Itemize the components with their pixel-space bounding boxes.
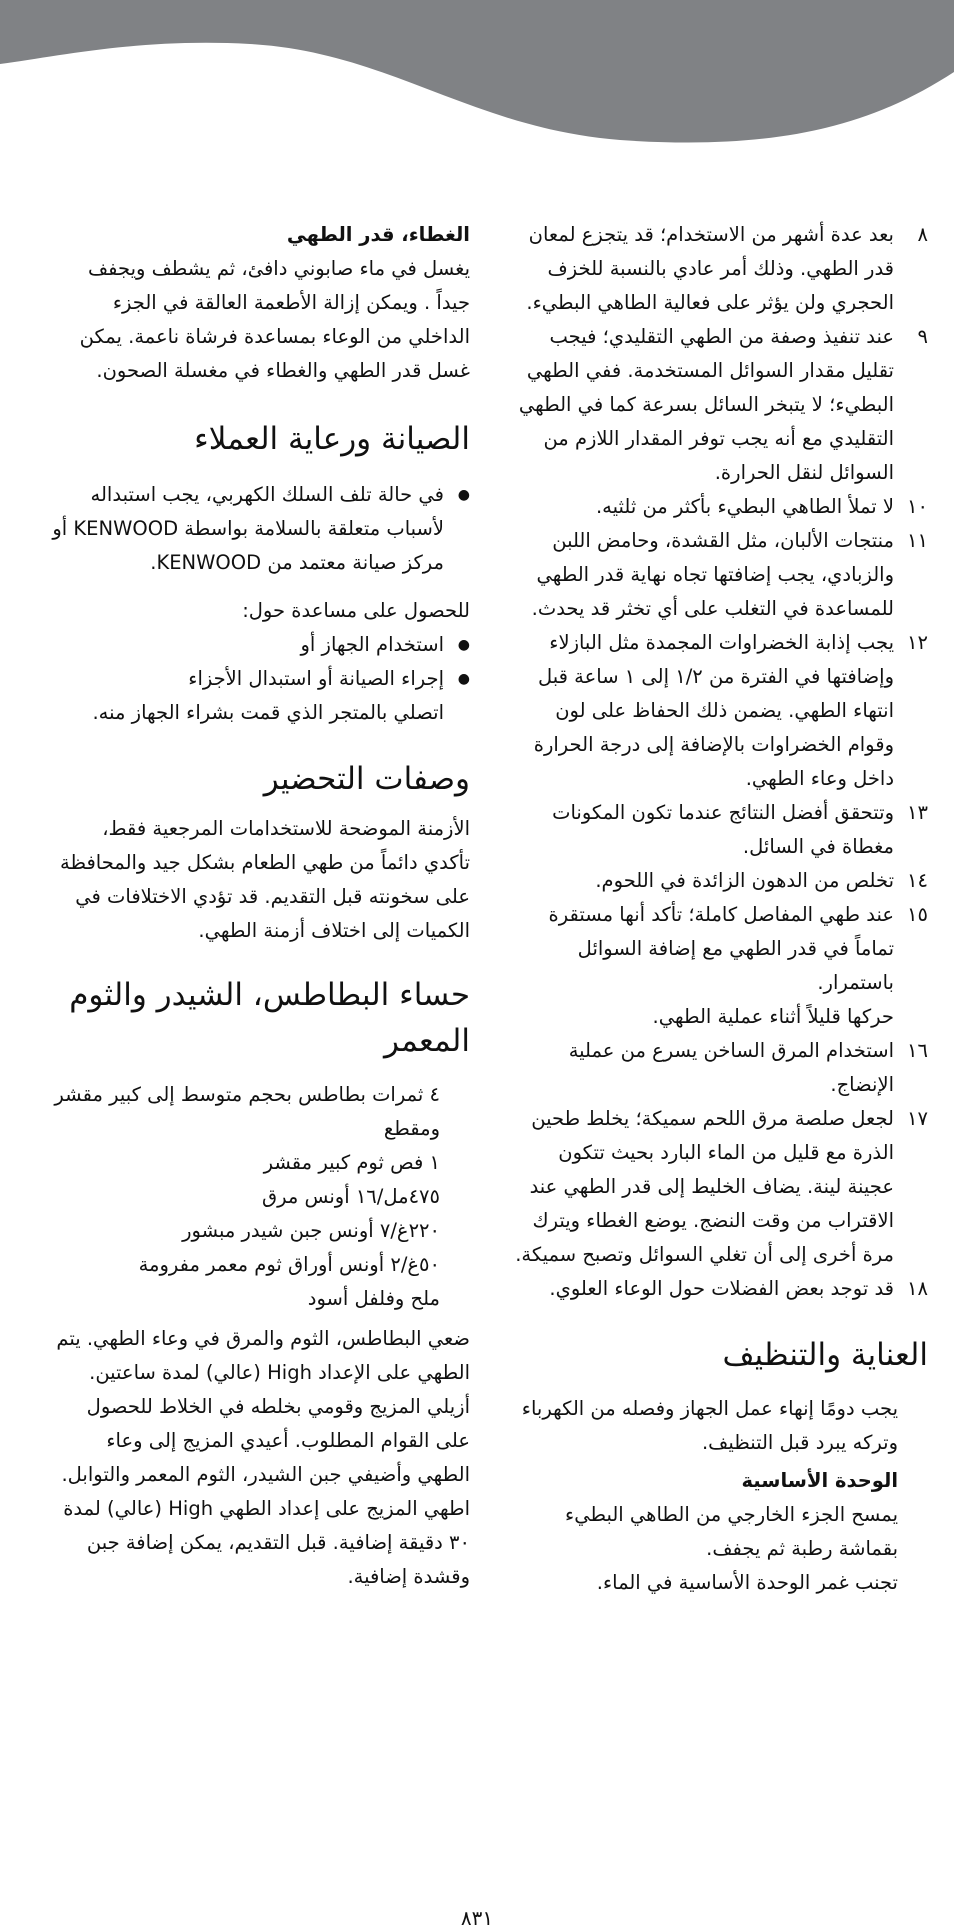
list-item: ٤٧٥مل/١٦ أونس مرق xyxy=(261,1185,440,1208)
lid-heading: الغطاء، قدر الطهي xyxy=(286,223,470,246)
list-item: ١٤ تخلص من الدهون الزائدة في اللحوم. xyxy=(595,869,928,892)
list-item: ● في حالة تلف السلك الكهربي، يجب استبداله لأسباب متعلقة بالسلامة بواسطة KENWOOD أو مركز صيانة معتمد من KENWOOD. xyxy=(50,478,470,580)
list-item: ١٦ استخدام المرق الساخن يسرع من عملية الإنضاج. xyxy=(568,1039,928,1096)
list-item: ١٨ قد توجد بعض الفضلات حول الوعاء العلوي. xyxy=(549,1277,928,1300)
recipes-intro: الأزمنة الموضحة للاستخدامات المرجعية فقط، تأكدي دائماً من طهي الطعام بشكل جيد والمحافظة على سخونته قبل التقديم. قد تؤدي الاختلافات في الكميات إلى اختلاف أزمنة الطهي. xyxy=(60,817,470,942)
header-wave-shape xyxy=(0,0,954,143)
right-column xyxy=(508,218,928,1600)
header-wave-banner xyxy=(0,0,954,160)
left-column xyxy=(50,218,470,1594)
list-item: ١٣ وتتحقق أفضل النتائج عندما تكون المكونات مغطاة في السائل. xyxy=(552,801,928,858)
service-heading: الصيانة ورعاية العملاء xyxy=(194,421,470,457)
help-intro: للحصول على مساعدة حول: xyxy=(242,599,470,622)
recipe-method: ضعي البطاطس، الثوم والمرق في وعاء الطهي. يتم الطهي على الإعداد High (عالي) لمدة ساعتين. أزيلي المزيج وقومي بخلطه في الخلاط للحصول على القوام المطلوب. أعيدي المزيج إلى وعاء الطهي وأضيفي جبن الشيدر، الثوم المعمر والتوابل. اطهي المزيج على إعداد الطهي High (عالي) لمدة ٣٠ دقيقة إضافية. قبل التقديم، يمكن إضافة جبن وقشدة إضافية. xyxy=(56,1327,470,1588)
lid-text: يغسل في ماء صابوني دافئ، ثم يشطف ويجفف جيداً . ويمكن إزالة الأطعمة العالقة في الجزء الداخلي من الوعاء بمساعدة فرشاة ناعمة. يمكن غسل قدر الطهي والغطاء في مغسلة الصحون. xyxy=(79,257,470,382)
list-item: ٨ بعد عدة أشهر من الاستخدام؛ قد يتجزع لمعان قدر الطهي. وذلك أمر عادي بالنسبة للخزف الحجري ولن يؤثر على فعالية الطاهي البطيء. xyxy=(526,223,928,314)
list-item: ١١ منتجات الألبان، مثل القشدة، وحامض اللبن والزبادي، يجب إضافتها تجاه نهاية قدر الطهي للمساعدة في التغلب على أي تخثر قد يحدث. xyxy=(531,529,928,620)
base-unit-heading: الوحدة الأساسية xyxy=(741,1469,898,1492)
help-list xyxy=(50,628,470,696)
list-item: ١٢ يجب إذابة الخضراوات المجمدة مثل البازلاء وإضافتها في الفترة من ١/٢ إلى ١ ساعة قبل انتهاء الطهي. يضمن ذلك الحفاظ على لون وقوام الخضراوات بالإضافة إلى درجة الحرارة داخل وعاء الطهي. xyxy=(533,631,928,790)
list-item: ● استخدام الجهاز أو xyxy=(50,628,470,662)
list-item: ١٠ لا تملأ الطاهي البطيء بأكثر من ثلثيه. xyxy=(595,495,928,518)
page-number: ٨٣١ xyxy=(460,1906,494,1930)
tips-list xyxy=(508,218,928,1306)
ingredients-list xyxy=(50,1078,470,1316)
recipes-heading: وصفات التحضير xyxy=(263,761,470,797)
list-item: ٤ ثمرات بطاطس بحجم متوسط إلى كبير مقشر ومقطع xyxy=(54,1083,440,1140)
care-heading: العناية والتنظيف xyxy=(722,1337,928,1373)
care-intro: يجب دومًا إنهاء عمل الجهاز وفصله من الكهرباء وتركه يبرد قبل التنظيف. xyxy=(521,1397,898,1454)
recipe-title: حساء البطاطس، الشيدر والثوم المعمر xyxy=(69,977,470,1059)
service-list xyxy=(50,478,470,580)
list-item: ملح وفلفل أسود xyxy=(307,1287,440,1310)
list-item: ● إجراء الصيانة أو استبدال الأجزاء xyxy=(50,662,470,696)
list-item: ١٥ عند طهي المفاصل كاملة؛ تأكد أنها مستقرة تماماً في قدر الطهي مع إضافة السوائل باستمرار. حركها قليلاً أثناء عملية الطهي. xyxy=(548,903,928,1028)
list-item: ٥٠غ/٢ أونس أوراق ثوم معمر مفرومة xyxy=(138,1253,440,1276)
help-contact: اتصلي بالمتجر الذي قمت بشراء الجهاز منه. xyxy=(92,701,444,724)
list-item: ١٧ لجعل صلصة مرق اللحم سميكة؛ يخلط طحين الذرة مع قليل من الماء البارد بحيث تتكون عجينة لينة. يضاف الخليط إلى قدر الطهي عند الاقتراب من وقت النضج. يوضع الغطاء ويترك مرة أخرى إلى أن تغلي السوائل وتصبح سميكة. xyxy=(515,1107,928,1266)
base-unit-warning: تجنب غمر الوحدة الأساسية في الماء. xyxy=(596,1571,898,1594)
base-unit-text: يمسح الجزء الخارجي من الطاهي البطيء بقماشة رطبة ثم يجفف. xyxy=(565,1503,898,1560)
list-item: ٩ عند تنفيذ وصفة من الطهي التقليدي؛ فيجب تقليل مقدار السوائل المستخدمة. ففي الطهي البطيء؛ لا يتبخر السائل بسرعة كما في الطهي التقليدي مع أنه يجب توفر المقدار اللازم من السوائل لنقل الحرارة. xyxy=(518,325,928,484)
list-item: ٢٢٠غ/٧ أونس جبن شيدر مبشور xyxy=(182,1219,440,1242)
list-item: ١ فص ثوم كبير مقشر xyxy=(263,1151,440,1174)
